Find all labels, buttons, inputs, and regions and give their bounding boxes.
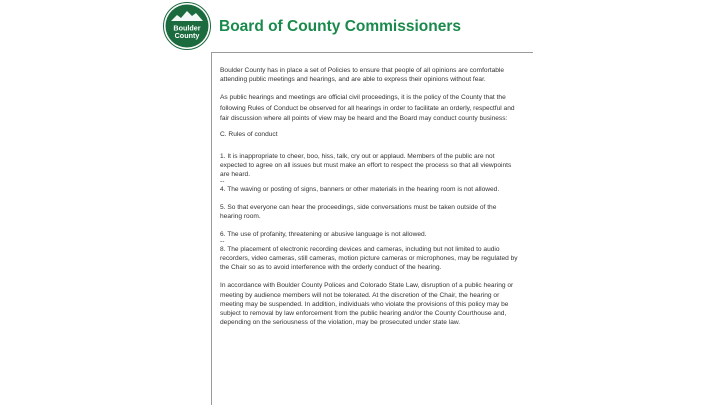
closing-paragraph: In accordance with Boulder County Polices and Colorado State Law, disruption of a public hearing or meeting by audience members will not be tolerated. At the discretion of the Chair, the hearing or meeting may be suspended. In addition, individuals who violate the provisions of this policy may be subject to removal by law enforcement from the public hearing and/or the County Courthouse and, depending on the seriousness of the violation, may be prosecuted under state law.: [220, 282, 514, 326]
rule-6: 6. The use of profanity, threatening or abusive language is not allowed.: [220, 231, 427, 239]
rule-8: 8. The placement of electronic recording devices and cameras, including but not limited to audio recorders, video cameras, still cameras, motion picture cameras or microphones, may be regulated by the Chair so as to avoid interference with the orderly conduct of the hearing.: [220, 246, 518, 272]
policy-paragraph: As public hearings and meetings are official civil proceedings, it is the policy of the County that the following Rules of Conduct be observed for all hearings in order to facilitate an orderly, respectful and fair discussion where all points of view may be heard and the Board may conduct county business:: [220, 94, 515, 122]
content-left-border: [211, 52, 212, 405]
separator: --: [220, 238, 225, 246]
logo-text-county: County: [174, 31, 200, 40]
rules-heading: C. Rules of conduct: [220, 131, 278, 139]
boulder-county-logo: [163, 2, 211, 50]
content-body: [220, 66, 520, 336]
page-title: Board of County Commissioners: [219, 18, 461, 35]
rule-5: 5. So that everyone can hear the proceedings, side conversations must be taken outside of the hearing room.: [220, 203, 497, 220]
logo-text-boulder: Boulder: [173, 23, 201, 33]
header-divider: [211, 52, 533, 53]
separator: --: [220, 177, 225, 185]
intro-paragraph: Boulder County has in place a set of Policies to ensure that people of all opinions are comfortable attending public meetings and hearings, and are able to express their opinions without fear.: [220, 67, 505, 84]
rule-4: 4. The waving or posting of signs, banners or other materials in the hearing room is not allowed.: [220, 185, 500, 193]
rule-1: 1. It is inappropriate to cheer, boo, hiss, talk, cry out or applaud. Members of the public are not expected to agree on all issues but must make an effort to respect the process so that all viewpoints are heard.: [220, 152, 512, 178]
